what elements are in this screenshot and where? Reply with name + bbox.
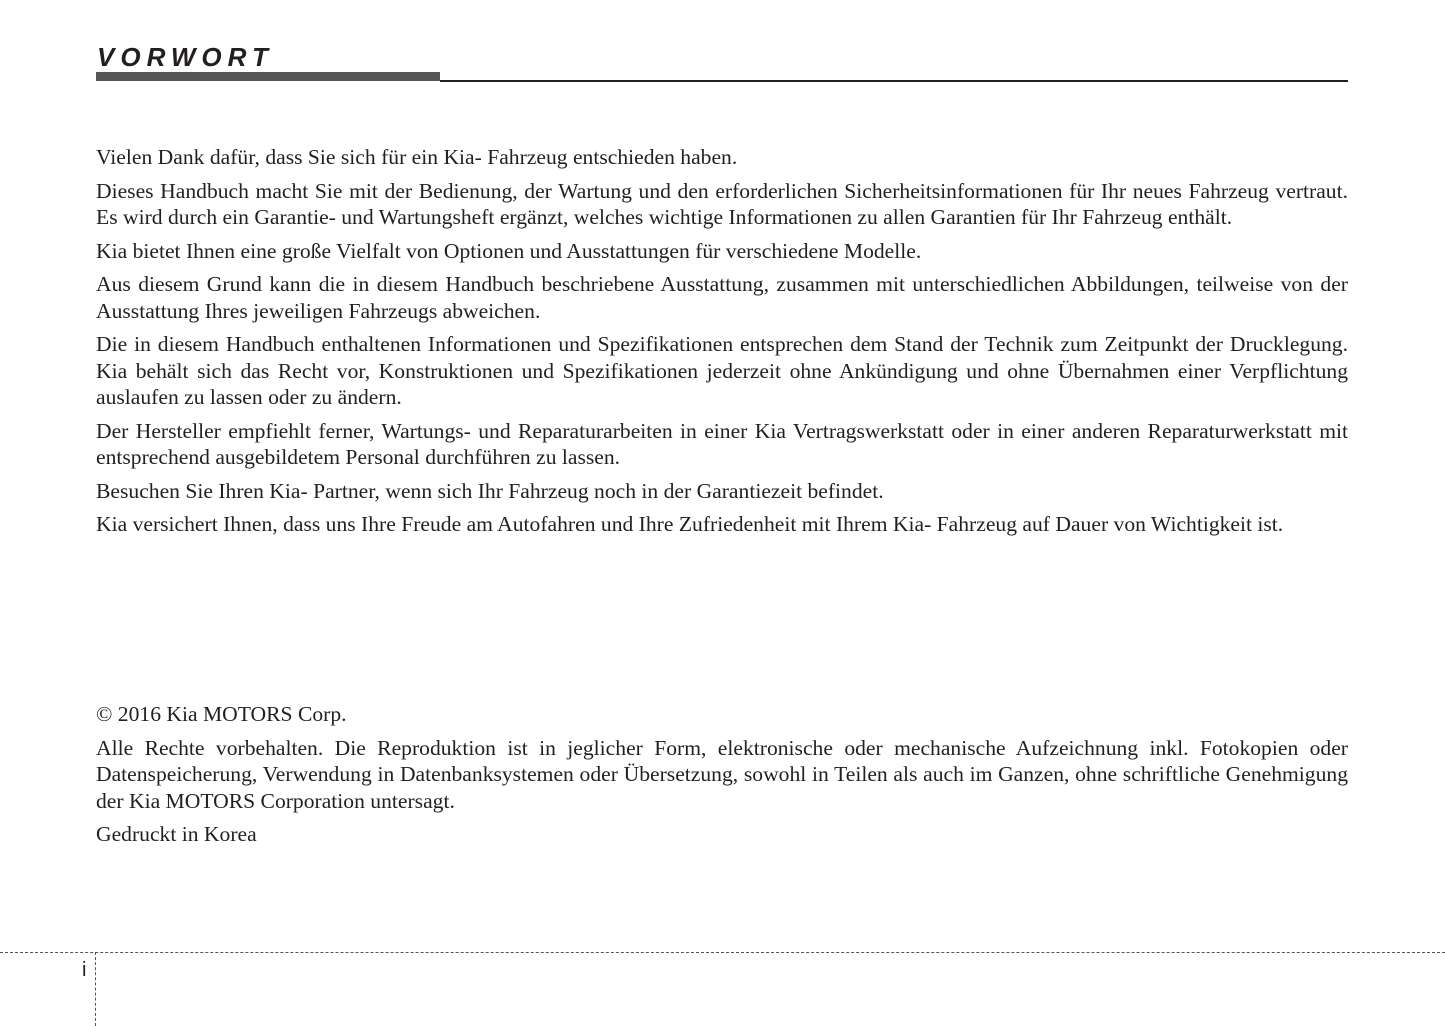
footer-dashed-rule	[0, 952, 1445, 953]
paragraph-workshop: Der Hersteller empfiehlt ferner, Wartungs- und Reparaturarbeiten in einer Kia Vertragswerkstatt oder in einer anderen Reparaturwerkstatt mit entsprechend ausgebildetem Personal durchführen zu lassen.	[96, 418, 1348, 469]
footer-dashed-margin	[95, 952, 96, 1026]
paragraph-satisfaction: Kia versichert Ihnen, dass uns Ihre Freude am Autofahren und Ihre Zufriedenheit mit Ihrem Kia- Fahrzeug auf Dauer von Wichtigkeit ist.	[96, 512, 1284, 536]
paragraph-warranty: Besuchen Sie Ihren Kia- Partner, wenn sich Ihr Fahrzeug noch in der Garantiezeit befindet.	[96, 478, 884, 503]
paragraph-thanks: Vielen Dank dafür, dass Sie sich für ein Kia- Fahrzeug entschieden haben.	[96, 145, 738, 169]
legal-notice	[96, 701, 1348, 855]
header-accent-bar	[96, 72, 440, 81]
section-title: VORWORT	[97, 42, 274, 72]
page-number: i	[82, 959, 87, 981]
paragraph-handbook: Dieses Handbuch macht Sie mit der Bedienung, der Wartung und den erforderlichen Sicherheitsinformationen für Ihr neues Fahrzeug vertraut. Es wird durch ein Garantie- und Wartungsheft ergänzt, welches wichtige Informationen zu allen Garantien für Ihr Fahrzeug enthält.	[96, 178, 1348, 229]
paragraph-options: Kia bietet Ihnen eine große Vielfalt von Optionen und Ausstattungen für verschiedene Modelle.	[96, 238, 922, 263]
paragraph-equipment: Aus diesem Grund kann die in diesem Handbuch beschriebene Ausstattung, zusammen mit unterschiedlichen Abbildungen, teilweise von der Ausstattung Ihres jeweiligen Fahrzeugs abweichen.	[96, 272, 1348, 323]
rights-reserved: Alle Rechte vorbehalten. Die Reproduktion ist in jeglicher Form, elektronische oder mechanische Aufzeichnung inkl. Fotokopien oder Datenspeicherung, Verwendung in Datenbanksystemen oder Übersetzung, sowohl in Teilen als auch im Ganzen, ohne schriftliche Genehmigung der Kia MOTORS Corporation untersagt.	[96, 735, 1348, 813]
foreword-body	[96, 144, 1348, 545]
printed-in: Gedruckt in Korea	[96, 822, 257, 846]
paragraph-specifications: Die in diesem Handbuch enthaltenen Informationen und Spezifikationen entsprechen dem Stand der Technik zum Zeitpunkt der Drucklegung. Kia behält sich das Recht vor, Konstruktionen und Spezifikationen jederzeit ohne Ankündigung und ohne Übernahmen einer Verpflichtung auslaufen zu lassen oder zu ändern.	[96, 332, 1348, 409]
copyright-line: © 2016 Kia MOTORS Corp.	[96, 702, 347, 726]
header-divider	[440, 80, 1348, 82]
